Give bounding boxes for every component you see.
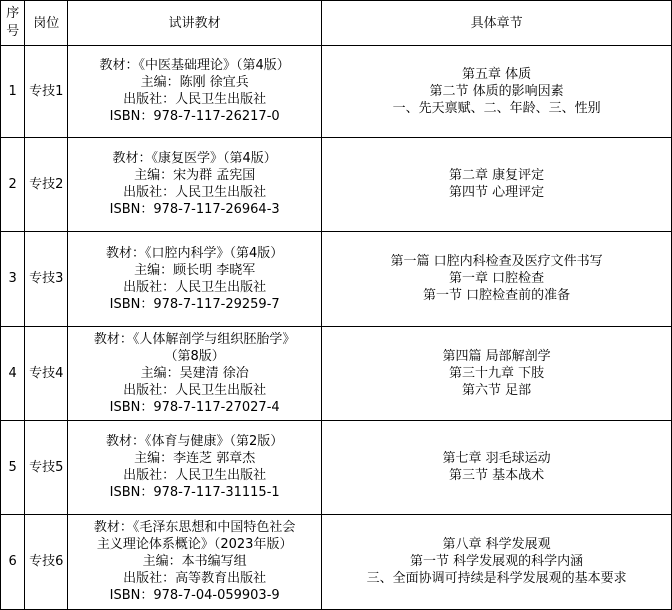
chapter-line: 第二节 体质的影响因素 xyxy=(429,83,564,99)
cell-position: 专技3 xyxy=(25,231,68,326)
material-line: 主义理论体系概论》（2023年版） xyxy=(96,537,293,553)
cell-material xyxy=(68,46,322,138)
header-seq: 序号 xyxy=(1,1,25,46)
material-line: 出版社：人民卫生出版社 xyxy=(123,92,267,108)
header-row xyxy=(1,1,672,46)
chapter-line: 第五章 体质 xyxy=(462,66,532,82)
cell-material xyxy=(68,137,322,231)
cell-chapters xyxy=(322,514,672,609)
cell-seq: 5 xyxy=(1,420,25,514)
cell-chapters xyxy=(322,46,672,138)
material-line: 主编：顾长明 李晓军 xyxy=(134,262,256,278)
cell-seq: 6 xyxy=(1,514,25,609)
material-line: 主编：陈刚 徐宜兵 xyxy=(140,75,249,91)
chapter-line: 第八章 科学发展观 xyxy=(442,537,551,553)
cell-seq: 1 xyxy=(1,46,25,138)
table-row xyxy=(1,420,672,514)
chapter-line: 第二章 康复评定 xyxy=(449,168,545,184)
cell-seq: 4 xyxy=(1,326,25,420)
table-row xyxy=(1,326,672,420)
material-line: 教材：《体育与健康》（第2版） xyxy=(106,434,284,450)
material-line: 出版社：人民卫生出版社 xyxy=(123,279,267,295)
chapter-line: 第七章 羽毛球运动 xyxy=(442,451,551,467)
cell-chapters xyxy=(322,420,672,514)
material-line: 教材：《中医基础理论》（第4版） xyxy=(99,58,290,74)
cell-chapters xyxy=(322,137,672,231)
material-line: 主编：李连芝 郭章杰 xyxy=(134,451,256,467)
chapter-line: 第一篇 口腔内科检查及医疗文件书写 xyxy=(390,254,603,270)
chapter-line: 第一章 口腔检查 xyxy=(449,271,545,287)
material-line: ISBN：978-7-117-29259-7 xyxy=(109,296,280,312)
header-chapters: 具体章节 xyxy=(322,1,672,46)
material-line: ISBN：978-7-117-31115-1 xyxy=(109,485,280,501)
material-line: 主编：吴建清 徐冶 xyxy=(140,365,249,381)
cell-material xyxy=(68,420,322,514)
chapter-line: 第三十九章 下肢 xyxy=(449,365,545,381)
material-line: 教材：《康复医学》（第4版） xyxy=(112,151,277,167)
cell-position: 专技1 xyxy=(25,46,68,138)
material-line: 教材：《人体解剖学与组织胚胎学》 xyxy=(93,331,296,347)
material-line: 教材：《毛泽东思想和中国特色社会 xyxy=(93,520,296,536)
chapter-line: 第一节 口腔检查前的准备 xyxy=(423,288,571,304)
cell-material xyxy=(68,514,322,609)
cell-seq: 3 xyxy=(1,231,25,326)
cell-material xyxy=(68,326,322,420)
chapter-line: 三、全面协调可持续是科学发展观的基本要求 xyxy=(366,571,627,587)
chapter-line: 第四节 心理评定 xyxy=(449,185,545,201)
material-line: 出版社：人民卫生出版社 xyxy=(123,382,267,398)
chapter-line: 第三节 基本战术 xyxy=(449,468,545,484)
chapter-line: 第六节 足部 xyxy=(462,382,532,398)
cell-position: 专技4 xyxy=(25,326,68,420)
material-line: ISBN：978-7-04-059903-9 xyxy=(109,588,280,604)
table-row xyxy=(1,231,672,326)
chapter-line: 第一节 科学发展观的科学内涵 xyxy=(410,554,584,570)
material-line: 出版社：人民卫生出版社 xyxy=(123,185,267,201)
header-material: 试讲教材 xyxy=(68,1,322,46)
material-line: 出版社：高等教育出版社 xyxy=(123,571,267,587)
material-line: ISBN：978-7-117-26217-0 xyxy=(109,109,280,125)
material-line: （第8版） xyxy=(164,348,225,364)
chapter-line: 第四篇 局部解剖学 xyxy=(442,348,551,364)
table-row xyxy=(1,137,672,231)
cell-position: 专技5 xyxy=(25,420,68,514)
cell-chapters xyxy=(322,231,672,326)
material-line: 出版社：人民卫生出版社 xyxy=(123,468,267,484)
table-row xyxy=(1,514,672,609)
material-line: 教材：《口腔内科学》（第4版） xyxy=(106,245,284,261)
cell-chapters xyxy=(322,326,672,420)
material-line: 主编：本书编写组 xyxy=(142,554,247,570)
cell-seq: 2 xyxy=(1,137,25,231)
cell-material xyxy=(68,231,322,326)
cell-position: 专技2 xyxy=(25,137,68,231)
chapter-line: 一、先天禀赋、二、年龄、三、性别 xyxy=(392,100,601,116)
cell-position: 专技6 xyxy=(25,514,68,609)
material-line: 主编：宋为群 孟宪国 xyxy=(134,168,256,184)
header-position: 岗位 xyxy=(25,1,68,46)
table-row xyxy=(1,46,672,138)
material-line: ISBN：978-7-117-27027-4 xyxy=(109,399,280,415)
material-line: ISBN：978-7-117-26964-3 xyxy=(109,202,280,218)
